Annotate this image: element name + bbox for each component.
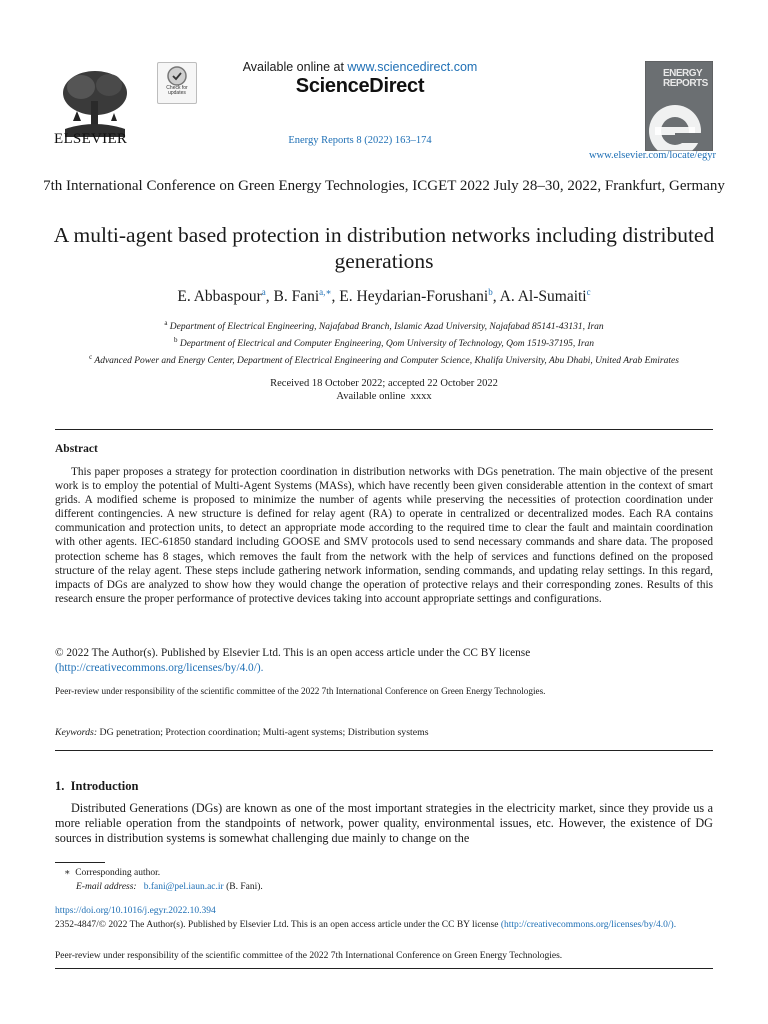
- abstract-paragraph: This paper proposes a strategy for protection coordination in distribution networks with DGs penetration. The main objective of the present work is to employ the potential of Multi-Agent Systems (MASs), which have recently been given considerable attention in the context of smart grids. A modified scheme is proposed to minimize the number of agents while preserving the necessities of protection coordination under different contingencies. A new structure is defined for relay agent (RA) to operate in centralized or decentralized modes. Each RA contains communication and protection units, to detect an appropriate mode according to the required time to clear the fault and maintain coordination with other agents. IEC-61850 standard including GOOSE and SMV protocols used to send necessary commands and share data. The proposed protection scheme has 8 stages, which removes the fault from the network with the help of services and functions defined on the proposed structure of the relay agent. These steps include gathering network information, sending commands, and updating relay settings. In this regard, impacts of DGs are analyzed to show how they would change the operation of protective relays and their corresponding zones. Results of this research ensure the proper performance of protective devices taking into account appropriate settings and configurations.: [55, 466, 713, 605]
- affiliation-mark: a: [164, 319, 168, 327]
- author-name: B. Fani: [273, 288, 320, 306]
- author-affiliation-mark[interactable]: c: [586, 287, 591, 297]
- intro-text: [55, 801, 713, 847]
- sciencedirect-link[interactable]: www.sciencedirect.com: [347, 60, 478, 74]
- abstract-heading: Abstract: [55, 443, 98, 455]
- affiliation-item: [30, 317, 738, 334]
- conference-line: 7th International Conference on Green Energy Technologies, ICGET 2022 July 28–30, 2022, Frankfurt, Germany: [43, 178, 725, 194]
- journal-cover: [645, 61, 713, 151]
- footnote-block: [64, 866, 263, 894]
- author-separator: ,: [265, 288, 274, 306]
- email-link[interactable]: b.fani@pel.iaun.ac.ir: [143, 882, 224, 892]
- author-affiliation-mark[interactable]: b: [488, 287, 493, 297]
- footer-copyright-text: 2352-4847/© 2022 The Author(s). Published by Elsevier Ltd. This is an open access article under the CC BY license: [55, 920, 499, 930]
- footer-license-link[interactable]: (http://creativecommons.org/licenses/by/4.0/).: [500, 920, 677, 930]
- email-label: E-mail address:: [76, 882, 137, 892]
- doi-link[interactable]: https://doi.org/10.1016/j.egyr.2022.10.394: [55, 906, 216, 916]
- cover-e-graphic: [645, 61, 713, 151]
- publisher-name: ELSEVIER: [54, 131, 128, 147]
- affiliation-text: Advanced Power and Energy Center, Department of Electrical Engineering and Computer Science, Khalifa University, Abu Dhabi, United Arab Emirates: [94, 356, 679, 367]
- author-separator: ,: [492, 288, 500, 306]
- author-list: [40, 287, 728, 306]
- email-note: [64, 880, 263, 894]
- check-for-updates-badge[interactable]: [157, 62, 197, 104]
- divider-top: [55, 429, 713, 430]
- dates-block: [40, 377, 728, 403]
- journal-homepage-link[interactable]: www.elsevier.com/locate/egyr: [588, 150, 716, 161]
- affiliation-item: [30, 334, 738, 351]
- journal-reference: Energy Reports 8 (2022) 163–174: [288, 135, 432, 146]
- affiliation-text: Department of Electrical and Computer Engineering, Qom University of Technology, Qom 1519-37195, Iran: [179, 339, 595, 350]
- license-link[interactable]: (http://creativecommons.org/licenses/by/4.0/).: [55, 661, 264, 674]
- author-name: A. Al-Sumaiti: [499, 288, 587, 306]
- license-statement: [55, 646, 713, 675]
- intro-paragraph: Distributed Generations (DGs) are known as one of the most important strategies in the electricity market, since they provide us a more reliable operation from the standpoints of network, power quality, environmental issues, etc. However, the existence of DG sources in distribution systems is somewhat challenging due mainly to change on the: [55, 801, 713, 846]
- author-separator: ,: [331, 288, 340, 306]
- affiliation-list: [30, 317, 738, 368]
- keywords-text: DG penetration; Protection coordination; Multi-agent systems; Distribution systems: [99, 727, 429, 738]
- check-updates-label: Check for updates: [166, 85, 188, 96]
- received-dates: Received 18 October 2022; accepted 22 October 2022: [270, 378, 498, 389]
- footnote-mark: ∗: [64, 868, 71, 878]
- paper-title: A multi-agent based protection in distribution networks including distributed generations: [53, 223, 715, 273]
- available-online-line: [200, 60, 520, 74]
- corresponding-author-note: [64, 866, 263, 880]
- author-affiliation-mark[interactable]: a,∗: [319, 287, 332, 297]
- affiliation-mark: c: [89, 353, 93, 362]
- keywords-label: Keywords:: [55, 727, 98, 738]
- footer-peer-review: Peer-review under responsibility of the scientific committee of the 2022 7th International Conference on Green Energy Technologies.: [55, 951, 563, 961]
- author-affiliation-mark[interactable]: a: [261, 287, 266, 297]
- cover-title: ENERGY REPORTS: [663, 68, 708, 89]
- abstract-text: [55, 465, 713, 606]
- license-text: © 2022 The Author(s). Published by Elsevier Ltd. This is an open access article under the CC BY license: [55, 647, 531, 659]
- footnote-rule: [55, 862, 105, 863]
- author-name: E. Abbaspour: [177, 288, 262, 306]
- affiliation-mark: b: [173, 336, 178, 345]
- available-prefix: Available online at: [242, 60, 348, 74]
- section-heading: 1. Introduction: [55, 779, 139, 793]
- peer-review-statement: Peer-review under responsibility of the scientific committee of the 2022 7th International Conference on Green Energy Technologies.: [55, 686, 546, 696]
- affiliation-item: [30, 351, 738, 368]
- divider-bottom: [55, 750, 713, 751]
- available-online-date: Available online xxxx: [336, 391, 432, 402]
- footer-divider: [55, 968, 713, 969]
- author-name: E. Heydarian-Forushani: [339, 288, 489, 306]
- footer-copyright: [55, 919, 713, 932]
- keywords-line: [55, 727, 713, 738]
- sciencedirect-wordmark: ScienceDirect: [295, 75, 425, 97]
- affiliation-text: Department of Electrical Engineering, Najafabad Branch, Islamic Azad University, Najafabad 85141-43131, Iran: [169, 322, 604, 333]
- corresponding-label: Corresponding author.: [75, 868, 161, 878]
- email-owner: (B. Fani).: [226, 882, 263, 892]
